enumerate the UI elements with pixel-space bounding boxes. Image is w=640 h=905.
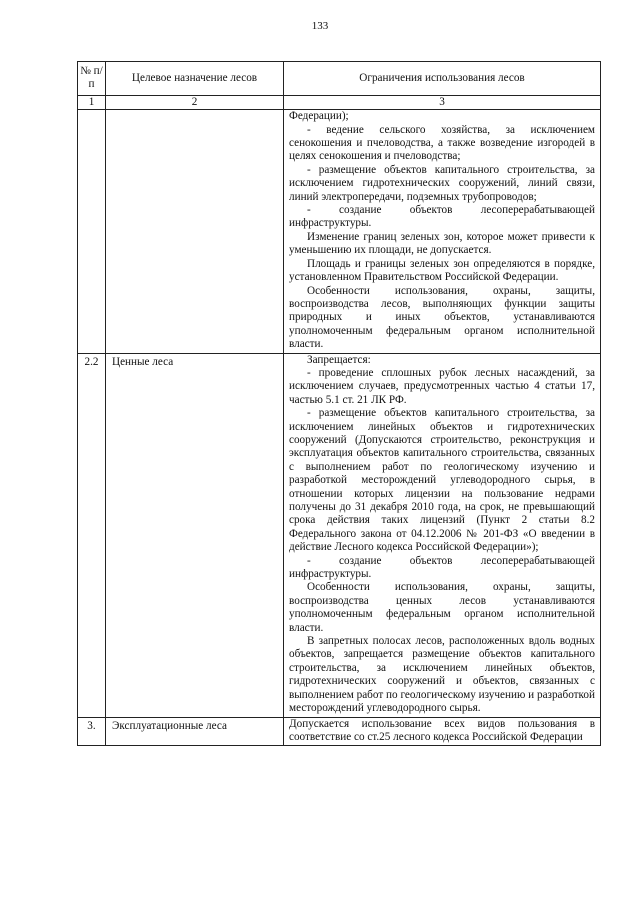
forest-restrictions-table: [77, 61, 601, 746]
restriction-paragraph: Площадь и границы зеленых зон определяются в порядке, установленном Правительством Российской Федерации.: [289, 257, 595, 284]
row-number: [78, 110, 106, 353]
restrictions-cell: [284, 353, 601, 717]
header-num: № п/п: [78, 62, 106, 96]
header-restrictions: Ограничения использования лесов: [284, 62, 601, 96]
table-header-row: [78, 62, 601, 96]
row-number: 2.2: [78, 353, 106, 717]
restriction-paragraph: - проведение сплошных рубок лесных насаждений, за исключением случаев, предусмотренных частью 4 статьи 17, частью 5.1 ст. 21 ЛК РФ.: [289, 366, 595, 406]
restriction-paragraph: Запрещается:: [307, 353, 371, 366]
table-row: [78, 110, 601, 353]
restriction-paragraph: Особенности использования, охраны, защиты, воспроизводства лесов, выполняющих функции защиты природных и иных объектов, устанавливаются уполномоченным федеральным органом исполнительной власти.: [289, 284, 595, 351]
header-purpose: Целевое назначение лесов: [106, 62, 284, 96]
restriction-paragraph: - размещение объектов капитального строительства, за исключением линейных объектов и гидротехнических сооружений (Допускаются строительство, реконструкция и эксплуатация объектов капитального строительства, связанных с выполнением работ по геологическому изучению и разработкой месторождений углеводородного сырья, в отношении которых лицензии на пользование недрами получены до 31 декабря 2010 года, на срок, не превышающий срока действия таких лицензий (Пункт 2 статьи 8.2 Федерального закона от 04.12.2006 № 201-ФЗ «О введении в действие Лесного кодекса Российской Федерации»);: [289, 407, 595, 554]
row-number: 3.: [78, 717, 106, 746]
restrictions-cell: [284, 717, 601, 746]
restriction-paragraph: Особенности использования, охраны, защиты, воспроизводства ценных лесов устанавливаются уполномоченным федеральным органом исполнительной власти.: [289, 581, 595, 634]
column-number-3: 3: [284, 95, 601, 109]
restrictions-cell: [284, 110, 601, 353]
restriction-paragraph: - создание объектов лесоперерабатывающей инфраструктуры.: [289, 554, 595, 581]
forest-purpose: Эксплуатационные леса: [106, 717, 284, 746]
table-row: [78, 717, 601, 746]
table-row: [78, 353, 601, 717]
column-number-1: 1: [78, 95, 106, 109]
restriction-paragraph: - ведение сельского хозяйства, за исключением сенокошения и пчеловодства, а также возведение изгородей в целях сенокошения и пчеловодства;: [289, 123, 595, 163]
forest-purpose: [106, 110, 284, 353]
page-number: 133: [311, 20, 329, 32]
restriction-paragraph: Федерации);: [289, 110, 349, 123]
restriction-paragraph: - создание объектов лесоперерабатывающей инфраструктуры.: [289, 204, 595, 230]
restriction-paragraph: - размещение объектов капитального строительства, за исключением гидротехнических сооружений, линий связи, линий электропередачи, подземных трубопроводов;: [289, 163, 595, 203]
column-number-row: [78, 95, 601, 109]
restriction-paragraph: В запретных полосах лесов, расположенных вдоль водных объектов, запрещается размещение объектов капитального строительства, за исключением линейных объектов, гидротехнических сооружений и объектов, связанных с выполнением работ по геологическому изучению и разработкой месторождений углеводородного сырья.: [289, 635, 595, 715]
forest-purpose: Ценные леса: [106, 353, 284, 717]
restriction-paragraph: Изменение границ зеленых зон, которое может привести к уменьшению их площади, не допускается.: [289, 230, 595, 257]
column-number-2: 2: [106, 95, 284, 109]
restriction-paragraph: Допускается использование всех видов пользования в соответствие со ст.25 лесного кодекса Российской Федерации: [289, 717, 595, 743]
